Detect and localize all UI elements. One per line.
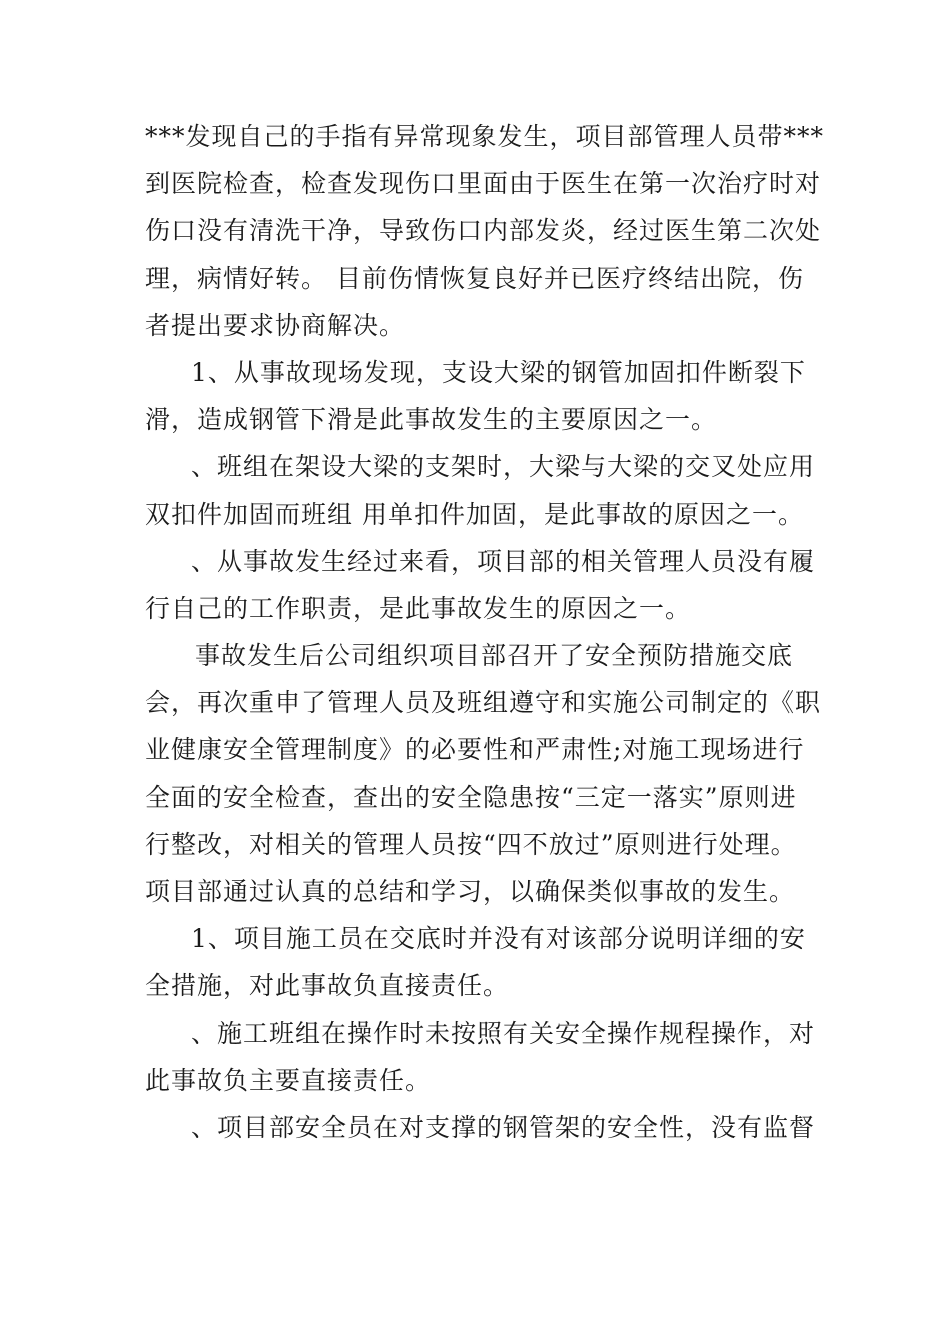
text-line: 、项目部安全员在对支撑的钢管架的安全性，没有监督: [191, 1112, 816, 1142]
text-line: 此事故负主要直接责任。: [145, 1065, 432, 1095]
text-line: 全措施，对此事故负直接责任。: [145, 971, 510, 1001]
text-line: ***发现自己的手指有异常现象发生，项目部管理人员带***: [145, 122, 825, 151]
text-line: 业健康安全管理制度》的必要性和严肃性;对施工现场进行: [145, 735, 805, 765]
text-line: 理，病情好转。 目前伤情恢复良好并已医疗终结出院，伤: [145, 263, 804, 293]
document-body: [145, 113, 835, 1151]
text-line: 双扣件加固而班组 用单扣件加固，是此事故的原因之一。: [145, 499, 804, 529]
text-line: 事故发生后公司组织项目部召开了安全预防措施交底: [195, 641, 794, 671]
text-line: 项目部通过认真的总结和学习，以确保类似事故的发生。: [145, 877, 796, 906]
text-line: 伤口没有清洗干净，导致伤口内部发炎，经过医生第二次处: [145, 216, 822, 246]
text-line: 行整改，对相关的管理人员按“四不放过”原则进行处理。: [145, 829, 797, 859]
text-line: 滑，造成钢管下滑是此事故发生的主要原因之一。: [145, 405, 718, 435]
text-line: 会，再次重申了管理人员及班组遵守和实施公司制定的《职: [145, 688, 822, 718]
text-line: 行自己的工作职责，是此事故发生的原因之一。: [145, 593, 692, 623]
text-line: 1、从事故现场发现，支设大梁的钢管加固扣件断裂下: [191, 357, 806, 387]
text-line: 1、项目施工员在交底时并没有对该部分说明详细的安: [191, 924, 806, 954]
text-line: 全面的安全检查，查出的安全隐患按“三定一落实”原则进: [145, 782, 797, 812]
text-line: 、班组在架设大梁的支架时，大梁与大梁的交叉处应用: [191, 452, 816, 482]
text-line: 到医院检查，检查发现伤口里面由于医生在第一次治疗时对: [145, 169, 822, 199]
text-line: 、施工班组在操作时未按照有关安全操作规程操作，对: [191, 1018, 816, 1048]
text-line: 、从事故发生经过来看，项目部的相关管理人员没有履: [191, 546, 816, 576]
text-line: 者提出要求协商解决。: [145, 310, 406, 340]
